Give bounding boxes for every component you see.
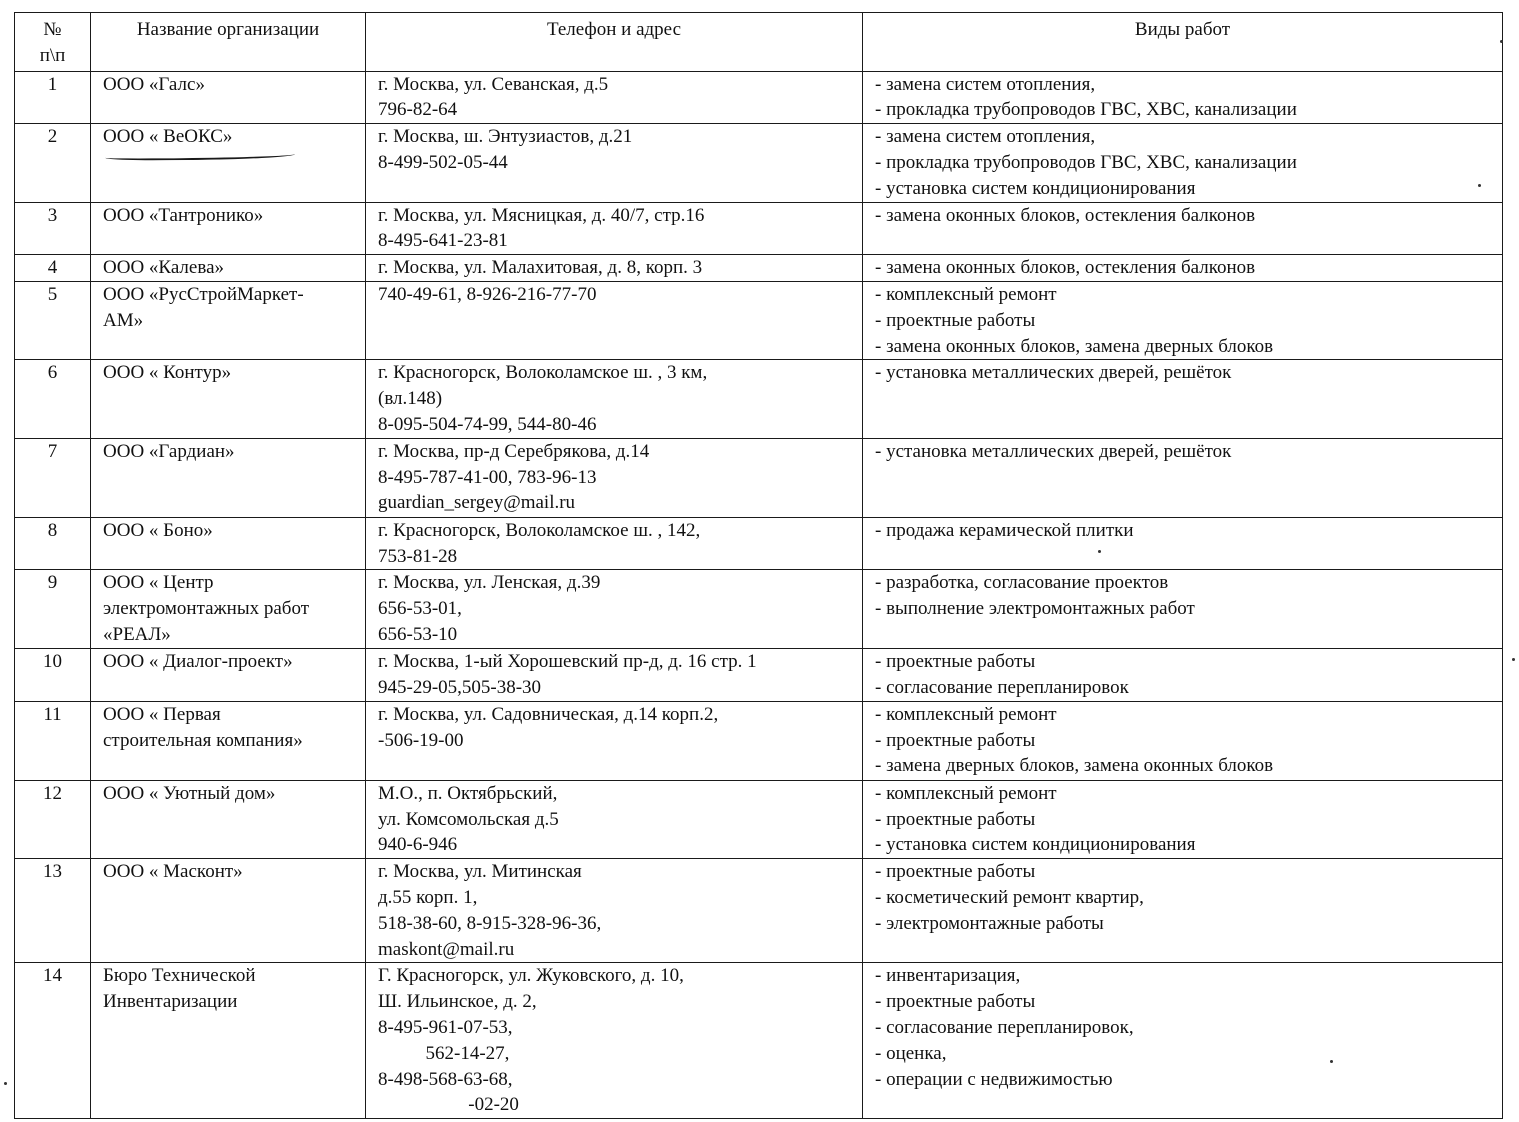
row-number: 4 — [15, 255, 91, 282]
header-num-line2: п\п — [39, 44, 66, 66]
row-number: 7 — [15, 438, 91, 517]
row-number: 6 — [15, 360, 91, 438]
row-number: 12 — [15, 780, 91, 858]
organizations-table — [14, 12, 1503, 1119]
organization-name-line: ООО « Диалог-проект» — [103, 650, 293, 672]
work-types-line: - операции с недвижимостью — [875, 1068, 1113, 1090]
row-number: 3 — [15, 202, 91, 255]
phone-address-line: 8-495-641-23-81 — [378, 230, 508, 252]
phone-address-line: maskont@mail.ru — [378, 938, 515, 960]
work-types-cell — [863, 963, 1503, 1119]
organization-name-line: ООО « Первая — [103, 703, 221, 725]
phone-address-cell — [366, 648, 863, 701]
phone-address-line: 8-095-504-74-99, 544-80-46 — [378, 413, 597, 435]
phone-address-line: г. Красногорск, Волоколамское ш. , 142, — [378, 519, 701, 541]
work-types-line: - косметический ремонт квартир, — [875, 886, 1144, 908]
phone-address-line: Г. Красногорск, ул. Жуковского, д. 10, — [378, 965, 684, 987]
phone-address-cell — [366, 963, 863, 1119]
work-types-line: - установка систем кондиционирования — [875, 177, 1196, 199]
work-types-line: - проектные работы — [875, 808, 1036, 830]
row-number: 11 — [15, 701, 91, 780]
scan-speck — [1500, 40, 1503, 43]
phone-address-line: 796-82-64 — [378, 99, 458, 121]
phone-address-line: М.О., п. Октябрьский, — [378, 782, 558, 804]
table-row — [15, 202, 1503, 255]
organization-name-line: ООО « Центр — [103, 572, 214, 594]
organization-name-line: ООО « Боно» — [103, 519, 213, 541]
handwritten-underline — [105, 151, 295, 161]
work-types-line: - установка систем кондиционирования — [875, 834, 1196, 856]
organization-name-line: электромонтажных работ — [103, 598, 310, 620]
organization-name-cell — [91, 963, 366, 1119]
phone-address-cell — [366, 71, 863, 124]
work-types-line: - проектные работы — [875, 991, 1036, 1013]
organization-name-cell — [91, 780, 366, 858]
header-num — [15, 13, 91, 72]
work-types-line: - замена оконных блоков, замена дверных блоков — [875, 335, 1274, 357]
phone-address-line: (вл.148) — [378, 388, 443, 410]
phone-address-cell — [366, 360, 863, 438]
organization-name-cell — [91, 71, 366, 124]
row-number: 14 — [15, 963, 91, 1119]
organization-name-line: ООО « Масконт» — [103, 861, 243, 883]
table-row — [15, 71, 1503, 124]
phone-address-line: 656-53-01, — [378, 598, 462, 620]
phone-address-cell — [366, 281, 863, 359]
work-types-cell — [863, 255, 1503, 282]
table-row — [15, 360, 1503, 438]
organization-name-cell — [91, 648, 366, 701]
organization-name-cell — [91, 281, 366, 359]
scan-speck — [4, 1082, 7, 1085]
work-types-line: - прокладка трубопроводов ГВС, ХВС, канализации — [875, 99, 1297, 121]
work-types-line: - замена дверных блоков, замена оконных блоков — [875, 755, 1274, 777]
work-types-line: - комплексный ремонт — [875, 703, 1057, 725]
table-row — [15, 124, 1503, 202]
work-types-line: - комплексный ремонт — [875, 782, 1057, 804]
organization-name-cell — [91, 438, 366, 517]
organization-name-line: ООО « Уютный дом» — [103, 782, 276, 804]
work-types-line: - установка металлических дверей, решёток — [875, 440, 1232, 462]
work-types-line: - проектные работы — [875, 309, 1036, 331]
work-types-line: - продажа керамической плитки — [875, 519, 1134, 541]
organization-name-cell — [91, 859, 366, 963]
phone-address-line: Ш. Ильинское, д. 2, — [378, 991, 537, 1013]
work-types-line: - оценка, — [875, 1042, 947, 1064]
phone-address-cell — [366, 859, 863, 963]
work-types-line: - согласование перепланировок — [875, 676, 1129, 698]
phone-address-line: 518-38-60, 8-915-328-96-36, — [378, 912, 602, 934]
phone-address-line: 562-14-27, — [378, 1042, 510, 1064]
organization-name-cell — [91, 202, 366, 255]
organization-name-line: АМ» — [103, 309, 144, 331]
work-types-cell — [863, 360, 1503, 438]
organization-name-line: Инвентаризации — [103, 991, 238, 1013]
phone-address-line: 940-6-946 — [378, 834, 458, 856]
phone-address-line: 656-53-10 — [378, 623, 458, 645]
header-name: Название организации — [91, 13, 366, 72]
work-types-cell — [863, 859, 1503, 963]
phone-address-line: г. Москва, ул. Садовническая, д.14 корп.2, — [378, 703, 719, 725]
phone-address-line: guardian_sergey@mail.ru — [378, 492, 576, 514]
organization-name-line: ООО «Гардиан» — [103, 440, 235, 462]
work-types-line: - прокладка трубопроводов ГВС, ХВС, канализации — [875, 151, 1297, 173]
organization-name-line: строительная компания» — [103, 729, 303, 751]
organization-name-cell — [91, 360, 366, 438]
row-number: 5 — [15, 281, 91, 359]
row-number: 13 — [15, 859, 91, 963]
table-row — [15, 438, 1503, 517]
work-types-cell — [863, 570, 1503, 648]
scan-speck — [1478, 184, 1481, 187]
work-types-line: - установка металлических дверей, решёток — [875, 362, 1232, 384]
work-types-line: - проектные работы — [875, 729, 1036, 751]
scan-speck — [1330, 1060, 1333, 1063]
row-number: 10 — [15, 648, 91, 701]
header-row — [15, 13, 1503, 72]
phone-address-line: г. Москва, пр-д Серебрякова, д.14 — [378, 440, 650, 462]
work-types-cell — [863, 701, 1503, 780]
organization-name-line: ООО «РусСтройМаркет- — [103, 283, 304, 305]
organization-name-cell — [91, 124, 366, 202]
work-types-cell — [863, 71, 1503, 124]
phone-address-cell — [366, 255, 863, 282]
table-row — [15, 859, 1503, 963]
phone-address-line: 945-29-05,505-38-30 — [378, 676, 542, 698]
work-types-line: - замена систем отопления, — [875, 73, 1096, 95]
phone-address-line: 8-495-961-07-53, — [378, 1016, 513, 1038]
header-num-line1: № — [43, 19, 62, 40]
table-row — [15, 701, 1503, 780]
work-types-line: - проектные работы — [875, 861, 1036, 883]
row-number: 2 — [15, 124, 91, 202]
work-types-line: - электромонтажные работы — [875, 912, 1104, 934]
work-types-cell — [863, 648, 1503, 701]
work-types-line: - разработка, согласование проектов — [875, 572, 1169, 594]
phone-address-cell — [366, 517, 863, 570]
work-types-cell — [863, 281, 1503, 359]
organization-name-line: ООО «Калева» — [103, 257, 225, 279]
phone-address-cell — [366, 780, 863, 858]
work-types-cell — [863, 780, 1503, 858]
phone-address-line: г. Москва, ул. Митинская — [378, 861, 582, 883]
row-number: 1 — [15, 71, 91, 124]
work-types-cell — [863, 202, 1503, 255]
work-types-line: - выполнение электромонтажных работ — [875, 598, 1195, 620]
phone-address-line: г. Москва, ул. Ленская, д.39 — [378, 572, 601, 594]
work-types-line: - согласование перепланировок, — [875, 1016, 1134, 1038]
work-types-line: - инвентаризация, — [875, 965, 1021, 987]
phone-address-line: г. Красногорск, Волоколамское ш. , 3 км, — [378, 362, 708, 384]
work-types-line: - замена систем отопления, — [875, 126, 1096, 148]
row-number: 9 — [15, 570, 91, 648]
phone-address-line: 8-495-787-41-00, 783-96-13 — [378, 466, 597, 488]
phone-address-cell — [366, 202, 863, 255]
row-number: 8 — [15, 517, 91, 570]
table-row — [15, 517, 1503, 570]
header-address: Телефон и адрес — [366, 13, 863, 72]
table-row — [15, 570, 1503, 648]
work-types-line: - замена оконных блоков, остекления балконов — [875, 257, 1256, 279]
organization-name-cell — [91, 517, 366, 570]
table-row — [15, 255, 1503, 282]
scan-speck — [1098, 550, 1101, 553]
work-types-line: - замена оконных блоков, остекления балконов — [875, 204, 1256, 226]
organization-name-line: «РЕАЛ» — [103, 623, 171, 645]
phone-address-cell — [366, 570, 863, 648]
table-row — [15, 648, 1503, 701]
work-types-cell — [863, 438, 1503, 517]
organization-name-line: ООО «Галс» — [103, 73, 205, 95]
table-row — [15, 780, 1503, 858]
phone-address-line: г. Москва, ш. Энтузиастов, д.21 — [378, 126, 633, 148]
phone-address-cell — [366, 701, 863, 780]
phone-address-cell — [366, 438, 863, 517]
work-types-cell — [863, 124, 1503, 202]
phone-address-line: г. Москва, ул. Севанская, д.5 — [378, 73, 609, 95]
phone-address-line: г. Москва, ул. Малахитовая, д. 8, корп. 3 — [378, 257, 703, 279]
phone-address-line: -506-19-00 — [378, 729, 464, 751]
phone-address-line: 8-498-568-63-68, — [378, 1068, 513, 1090]
work-types-cell — [863, 517, 1503, 570]
header-works: Виды работ — [863, 13, 1503, 72]
phone-address-cell — [366, 124, 863, 202]
phone-address-line: -02-20 — [378, 1094, 519, 1116]
phone-address-line: 8-499-502-05-44 — [378, 151, 508, 173]
phone-address-line: 753-81-28 — [378, 545, 458, 567]
phone-address-line: 740-49-61, 8-926-216-77-70 — [378, 283, 597, 305]
work-types-line: - комплексный ремонт — [875, 283, 1057, 305]
organization-name-cell — [91, 255, 366, 282]
organization-name-line: Бюро Технической — [103, 965, 256, 987]
organization-name-line: ООО « Контур» — [103, 362, 232, 384]
phone-address-line: г. Москва, 1-ый Хорошевский пр-д, д. 16 стр. 1 — [378, 650, 757, 672]
organization-name-line: ООО « ВеОКС» — [103, 126, 233, 148]
phone-address-line: д.55 корп. 1, — [378, 886, 478, 908]
scan-speck — [1512, 658, 1515, 661]
table-row — [15, 281, 1503, 359]
organization-name-cell — [91, 701, 366, 780]
phone-address-line: г. Москва, ул. Мясницкая, д. 40/7, стр.16 — [378, 204, 705, 226]
table-row — [15, 963, 1503, 1119]
organization-name-line: ООО «Тантронико» — [103, 204, 264, 226]
organization-name-cell — [91, 570, 366, 648]
phone-address-line: ул. Комсомольская д.5 — [378, 808, 559, 830]
work-types-line: - проектные работы — [875, 650, 1036, 672]
